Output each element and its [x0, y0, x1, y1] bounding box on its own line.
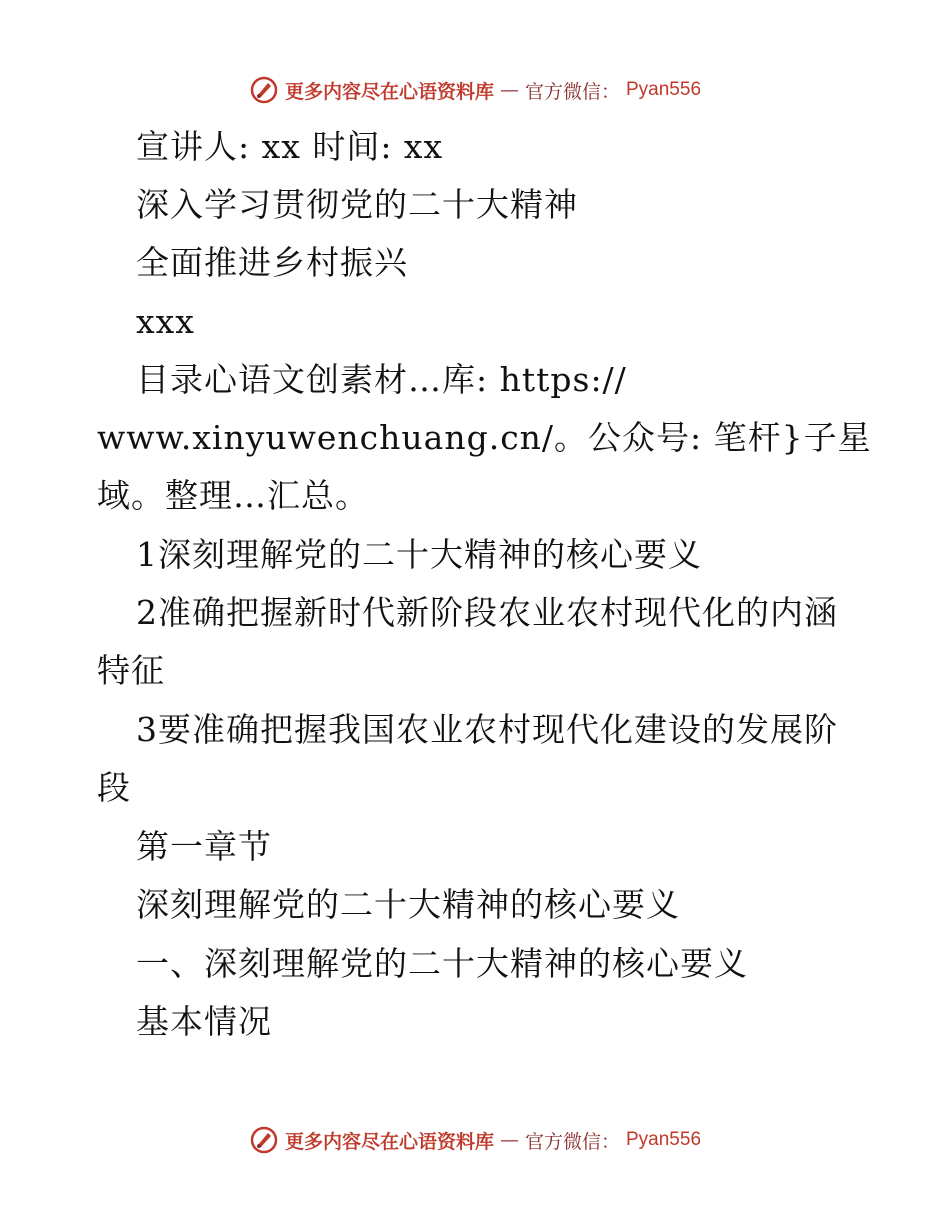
banner-brand-text: 更多内容尽在心语资料库 — [284, 80, 494, 103]
doc-line-toc-item-3: 3要准确把握我国农业农村现代化建设的发展阶 — [136, 710, 838, 749]
header-watermark-banner — [0, 70, 950, 110]
banner-wechat-label: 官方微信： — [524, 1130, 620, 1153]
doc-line-toc-item-3-cont: 段 — [97, 768, 131, 807]
doc-line-toc-end: 域。整理…汇总。 — [97, 476, 369, 515]
banner-wechat-id: Pyan556 — [626, 79, 702, 100]
doc-line-toc-item-2-cont: 特征 — [97, 651, 165, 690]
doc-line-section-heading: 一、深刻理解党的二十大精神的核心要义 — [136, 944, 748, 983]
brand-logo-icon — [249, 75, 279, 105]
footer-watermark-banner — [0, 1120, 950, 1160]
doc-line-subsection: 基本情况 — [136, 1002, 272, 1041]
banner-dash: — — [499, 1129, 519, 1151]
doc-line-toc-item-1: 1深刻理解党的二十大精神的核心要义 — [136, 535, 702, 574]
banner-wechat-label: 官方微信： — [524, 80, 620, 103]
brand-logo-icon — [249, 1125, 279, 1155]
doc-line-chapter-title: 深刻理解党的二十大精神的核心要义 — [136, 885, 680, 924]
banner-wechat-id: Pyan556 — [626, 1129, 702, 1150]
doc-line-title-1: 深入学习贯彻党的二十大精神 — [136, 185, 578, 224]
doc-line-title-2: 全面推进乡村振兴 — [136, 243, 408, 282]
doc-line-chapter: 第一章节 — [136, 827, 272, 866]
doc-line-speaker: 宣讲人: xx 时间: xx — [136, 127, 444, 166]
doc-line-toc-item-2: 2准确把握新时代新阶段农业农村现代化的内涵 — [136, 593, 838, 632]
doc-line-toc-url: www.xinyuwenchuang.cn/。公众号: 笔杆}子星 — [97, 418, 872, 457]
doc-line-author: xxx — [136, 302, 195, 341]
banner-dash: — — [499, 79, 519, 101]
doc-line-toc-intro: 目录心语文创素材…库: https:// — [136, 360, 627, 399]
banner-brand-text: 更多内容尽在心语资料库 — [284, 1130, 494, 1153]
